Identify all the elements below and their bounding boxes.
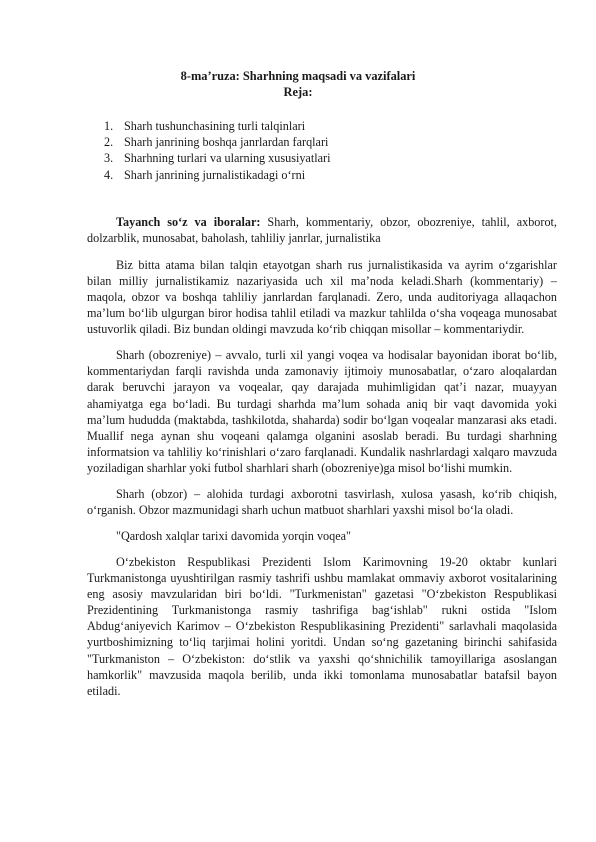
plan-list bbox=[104, 118, 330, 183]
body-paragraph: Sharh (obozreniye) – avvalo, turli xil yangi voqea va hodisalar bayonidan iborat bo‘lib, kommentariydan farqli ravishda unda zamonaviy ijtimoiy munosabatlar, o‘zaro aloqalardan darak beruvchi jarayon va voqealar, qay darajada muhimligidan qat’i nazar, muayyan ahamiyatga ega bo‘ladi. Bu turdagi sharhda ma’lum sohada aniq bir vaqt davomida yoki ma’lum hududda (maktabda, tashkilotda, shaharda) sodir bo‘lgan voqealar manzarasi aks etadi. Muallif nega aynan shu voqeani qalamga olganini asoslab beradi. Bu turdagi sharhning informatsion va tahliliy ko‘rinishlari o‘zaro farqlanadi. Kundalik nashrlardagi xalqaro mavzuda yoziladigan sharhlar yoki futbol sharhlari sharh (obozreniye)ga misol bo‘lishi mumkin. bbox=[87, 348, 557, 475]
plan-item bbox=[104, 167, 330, 183]
plan-item bbox=[104, 118, 330, 134]
body-paragraph: Sharh (obzor) – alohida turdagi axborotni tasvirlash, xulosa yasash, ko‘rib chiqish, o‘rganish. Obzor mazmunidagi sharh uchun matbuot sharhlari yaxshi misol bo‘la oladi. bbox=[87, 486, 557, 517]
page-title: 8-ma’ruza: Sharhning maqsadi va vazifalari bbox=[180, 69, 416, 83]
keywords-label: Tayanch so‘z va iboralar: bbox=[116, 215, 261, 229]
keywords-text: Sharh, kommentariy, obzor, obozreniye, tahlil, axborot, dolzarblik, munosabat, baholash, tahliliy janrlar, jurnalistika bbox=[87, 215, 557, 246]
plan-item-text: Sharhning turlari va ularning xususiyatlari bbox=[124, 151, 331, 166]
plan-heading: Reja: bbox=[283, 85, 313, 99]
plan-item-text: Sharh tushunchasining turli talqinlari bbox=[124, 119, 306, 133]
plan-item-text: Sharh janrining boshqa janrlardan farqlari bbox=[124, 135, 329, 150]
plan-item-number: 4. bbox=[104, 167, 114, 182]
plan-item-number: 3. bbox=[104, 151, 114, 166]
plan-item-number: 1. bbox=[104, 119, 114, 133]
plan-item-text: Sharh janrining jurnalistikadagi o‘rni bbox=[124, 167, 306, 182]
plan-item-number: 2. bbox=[104, 135, 114, 150]
plan-item bbox=[104, 150, 330, 166]
body-paragraph: Biz bitta atama bilan talqin etayotgan sharh rus jurnalistikasida va ayrim o‘zgarishlar bilan milliy jurnalistikamiz nazariyasida uch xil ma’noda keladi.Sharh (kommentariy) – maqola, obzor va boshqa tahliliy janrlardan farqlanadi. Zero, unda auditoriyaga allaqachon ma’lum bo‘lib ulgurgan biror hodisa tahlil etiladi va mazkur tahlilda o‘sha voqeaga munosabat ustuvorlik qiladi. Biz bundan oldingi mavzuda ko‘rib chiqqan misollar – kommentariydir. bbox=[87, 257, 557, 337]
keywords-paragraph bbox=[87, 214, 557, 246]
quoted-heading: "Qardosh xalqlar tarixi davomida yorqin voqea" bbox=[116, 528, 352, 543]
body-paragraph: O‘zbekiston Respublikasi Prezidenti Islom Karimovning 19-20 oktabr kunlari Turkmanistonga uyushtirilgan rasmiy tashrifi ushbu mamlakat ommaviy axborot vositalarining eng asosiy mavzularidan biri bo‘ldi. "Turkmenistan" gazetasi "O‘zbekiston Respublikasi Prezidentining Turkmanistonga rasmiy tashrifiga bag‘ishlab" rukni ostida "Islom Abdug‘aniyevich Karimov – O‘zbekiston Respublikasining Prezidenti" sarlavhali maqolasida yurtboshimizning to‘liq tarjimai holini yoritdi. Undan so‘ng gazetaning birinchi sahifasida "Turkmaniston – O‘zbekiston: do‘stlik va yaxshi qo‘shnichilik tamoyillariga asoslangan hamkorlik" mavzusida maqola berilib, unda ikki tomonlama munosabatlar batafsil bayon etiladi. bbox=[87, 554, 557, 698]
plan-item bbox=[104, 134, 330, 150]
document-body bbox=[87, 214, 557, 709]
